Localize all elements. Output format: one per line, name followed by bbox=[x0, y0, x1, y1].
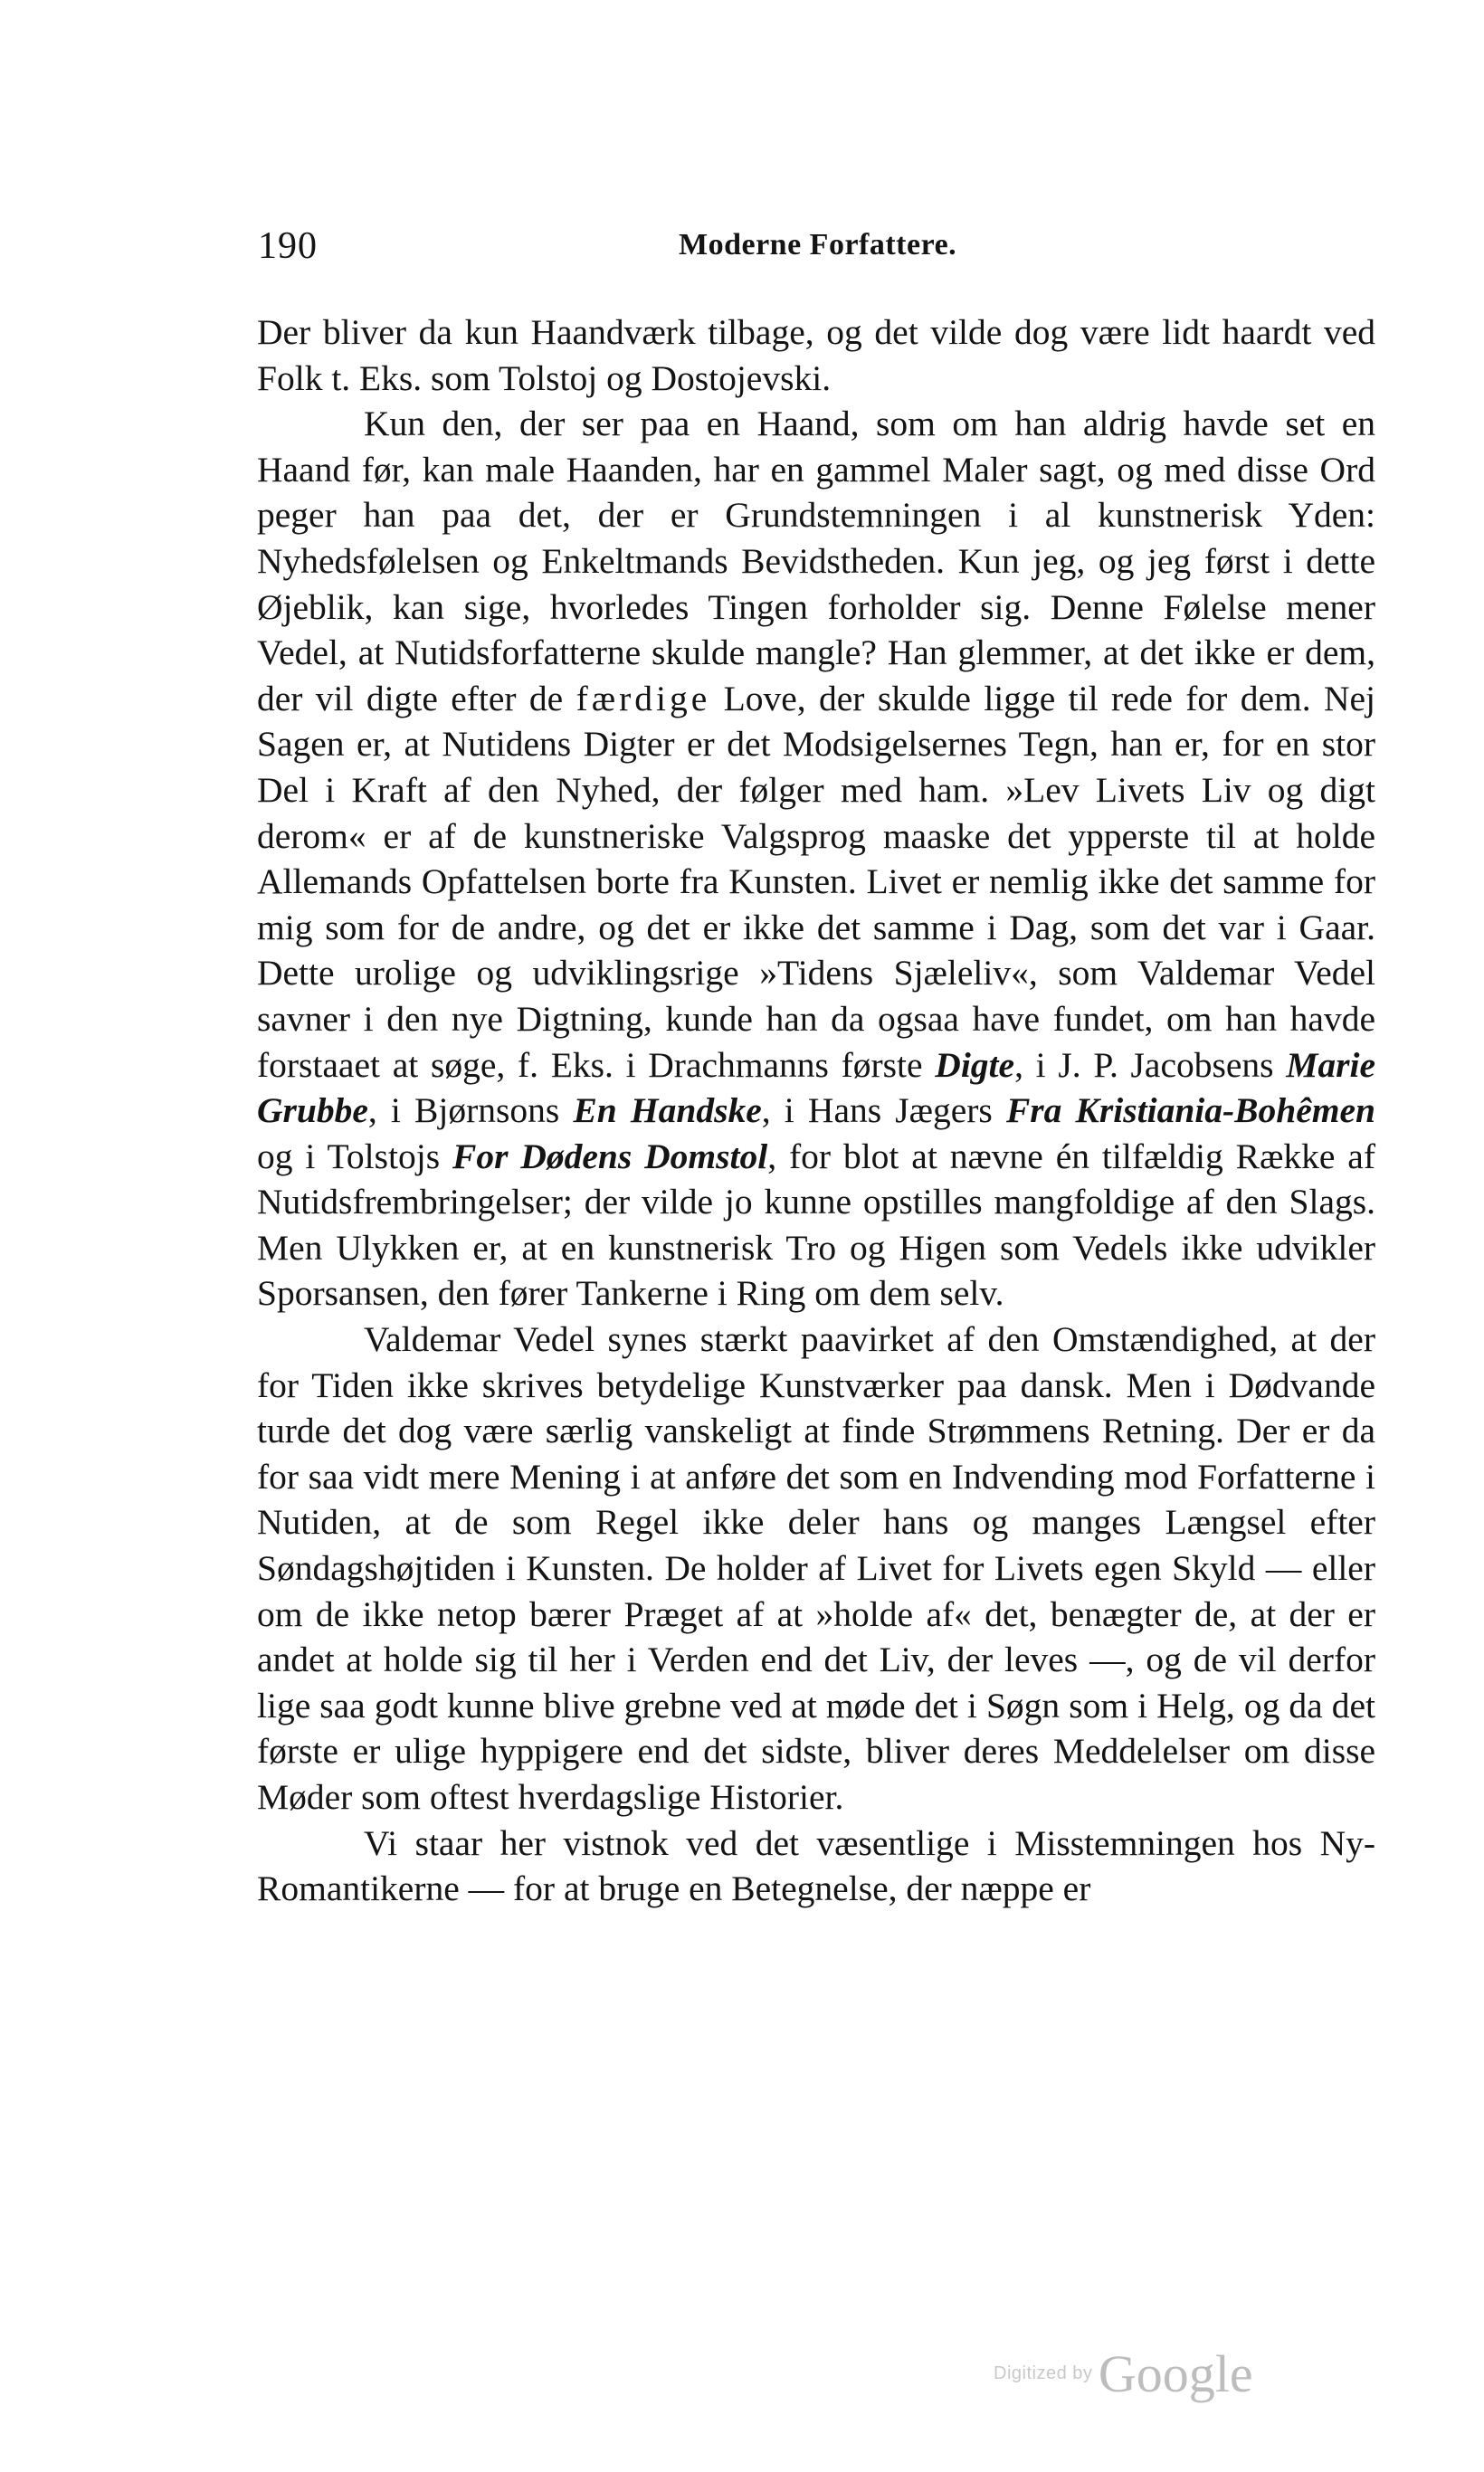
running-title: Moderne Forfattere. bbox=[679, 228, 957, 261]
italic-title-text: Digte bbox=[935, 1044, 1015, 1085]
paragraph-text: , for blot at nævne én tilfældig Række af Nutidsfrembringelser; der vilde jo kunne opstilles mangfoldige af den Slags. Men Ulykken er, at en kunstnerisk Tro og Higen som Vedels ikke udvikler Sporsansen, den fører Tankerne i Ring om dem selv. bbox=[257, 1136, 1375, 1314]
paragraph-text: Der bliver da kun Haandværk tilbage, og det vilde dog være lidt haardt ved Folk t. Eks. som Tolstoj og Dostojevski. bbox=[257, 312, 1375, 398]
google-logo: Google bbox=[1098, 2344, 1253, 2403]
paragraph-text: Kun den, der ser paa en Haand, som om han aldrig havde set en Haand før, kan male Haanden, har en gammel Maler sagt, og med disse Ord peger han paa det, der er Grundstemningen i al kunstnerisk Yden: Nyhedsfølelsen og Enkeltmands Bevidstheden. Kun jeg, og jeg først i dette Øjeblik, kan sige, hvorledes Tingen forholder sig. Denne Følelse mener Vedel, at Nutidsforfatterne skulde mangle? Han glemmer, at det ikke er dem, der vil digte efter de bbox=[257, 404, 1375, 718]
page-number: 190 bbox=[258, 225, 318, 267]
paragraph bbox=[257, 309, 1375, 401]
italic-title-text: Marie Grubbe bbox=[257, 1044, 1375, 1131]
body-text bbox=[257, 309, 1375, 1912]
paragraph bbox=[257, 401, 1375, 1317]
italic-title-text: For Dødens Domstol bbox=[452, 1136, 768, 1176]
paragraph-text: Vi staar her vistnok ved det væsentlige i Misstemningen hos Ny-Romantikerne — for at bruge en Betegnelse, der næppe er bbox=[257, 1822, 1375, 1909]
italic-title-text: Fra Kristiania-Bohêmen bbox=[1005, 1090, 1375, 1131]
paragraph-text: , i Hans Jægers bbox=[761, 1090, 1006, 1131]
paragraph-text: Love, der skulde ligge til rede for dem. Nej Sagen er, at Nutidens Digter er det Modsigelsernes Tegn, han er, for en stor Del i Kraft af den Nyhed, der følger med ham. »Lev Livets Liv og digt derom« er af de kunstneriske Valgsprog maaske det ypperste til at holde Allemands Opfattelsen borte fra Kunsten. Livet er nemlig ikke det samme for mig som for de andre, og det er ikke det samme i Dag, som det var i Gaar. Dette urolige og udviklingsrige »Tidens Sjæleliv«, som Valdemar Vedel savner i den nye Digtning, kunde han da ogsaa have fundet, om han havde forstaaet at søge, f. Eks. i Drachmanns første bbox=[257, 678, 1375, 1085]
paragraph bbox=[257, 1317, 1375, 1821]
spaced-emphasis-text: færdige bbox=[576, 678, 711, 718]
paragraph-text: , i J. P. Jacobsens bbox=[1014, 1044, 1287, 1085]
paragraph-text: Valdemar Vedel synes stærkt paavirket af den Omstændighed, at der for Tiden ikke skrives betydelige Kunstværker paa dansk. Men i Dødvande turde det dog være særlig vanskeligt at finde Strømmens Retning. Der er da for saa vidt mere Mening i at anføre det som en Indvending mod Forfatterne i Nutiden, at de som Regel ikke deler hans og manges Længsel efter Søndagshøjtiden i Kunsten. De holder af Livet for Livets egen Skyld — eller om de ikke netop bærer Præget af at »holde af« det, benægter de, at der er andet at holde sig til her i Verden end det Liv, der leves —, og de vil derfor lige saa godt kunne blive grebne ved at møde det i Søgn som i Helg, og da det første er ulige hyppigere end det sidste, bliver deres Meddelelser om disse Møder som oftest hverdagslige Historier. bbox=[257, 1319, 1375, 1817]
watermark-prefix: Digitized by bbox=[994, 2363, 1093, 2383]
page-header bbox=[258, 224, 1384, 279]
digitized-watermark bbox=[994, 2344, 1253, 2403]
italic-title-text: En Handske bbox=[573, 1090, 762, 1131]
paragraph-text: , i Bjørnsons bbox=[367, 1090, 574, 1131]
paragraph bbox=[257, 1821, 1375, 1912]
paragraph-text: og i Tolstojs bbox=[257, 1136, 452, 1176]
